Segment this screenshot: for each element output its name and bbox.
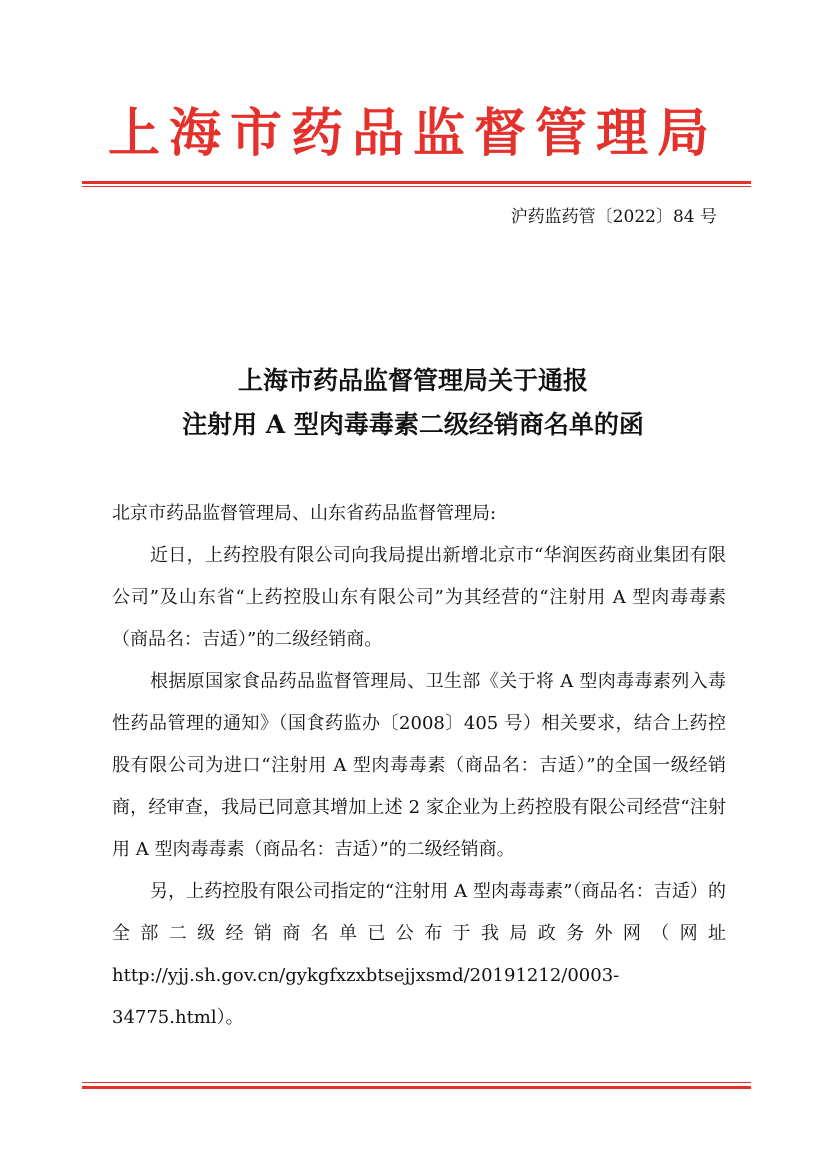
salutation: 北京市药品监督管理局、山东省药品监督管理局:	[112, 503, 497, 524]
agency-header: 上海市药品监督管理局	[107, 103, 718, 164]
footer-divider-thin	[82, 1082, 751, 1083]
footer-divider-thick	[82, 1086, 751, 1089]
paragraph-3: 另，上药控股有限公司指定的“注射用 A 型肉毒毒素”（商品名：吉适）的全部二级经销商名单已公布于我局政务外网（网址 http://yjj.sh.gov.cn/gykgfxzxbtsejjxsmd/20191212/0003-34775.html）。	[112, 881, 726, 1028]
document-title-line-1: 上海市药品监督管理局关于通报	[237, 366, 588, 395]
paragraph-2: 根据原国家食品药品监督管理局、卫生部《关于将 A 型肉毒毒素列入毒性药品管理的通知》（国食药监办〔2008〕405 号）相关要求，结合上药控股有限公司为进口“注射用 A 型肉毒毒素（商品名：吉适）”的全国一级经销商，经审查，我局已同意其增加上述 2 家企业为上药控股有限公司经营“注射用 A 型肉毒毒素（商品名：吉适）”的二级经销商。	[112, 671, 726, 860]
paragraph-1: 近日，上药控股有限公司向我局提出新增北京市“华润医药商业集团有限公司”及山东省“上药控股山东有限公司”为其经营的“注射用 A 型肉毒毒素（商品名：吉适）”的二级经销商。	[112, 545, 726, 650]
letter-body	[112, 493, 726, 1039]
header-divider-thin	[82, 186, 751, 187]
document-title-line-2: 注射用 A 型肉毒毒素二级经销商名单的函	[182, 410, 644, 439]
header-divider-thick	[82, 181, 751, 184]
document-number: 沪药监药管〔2022〕84 号	[510, 207, 717, 227]
